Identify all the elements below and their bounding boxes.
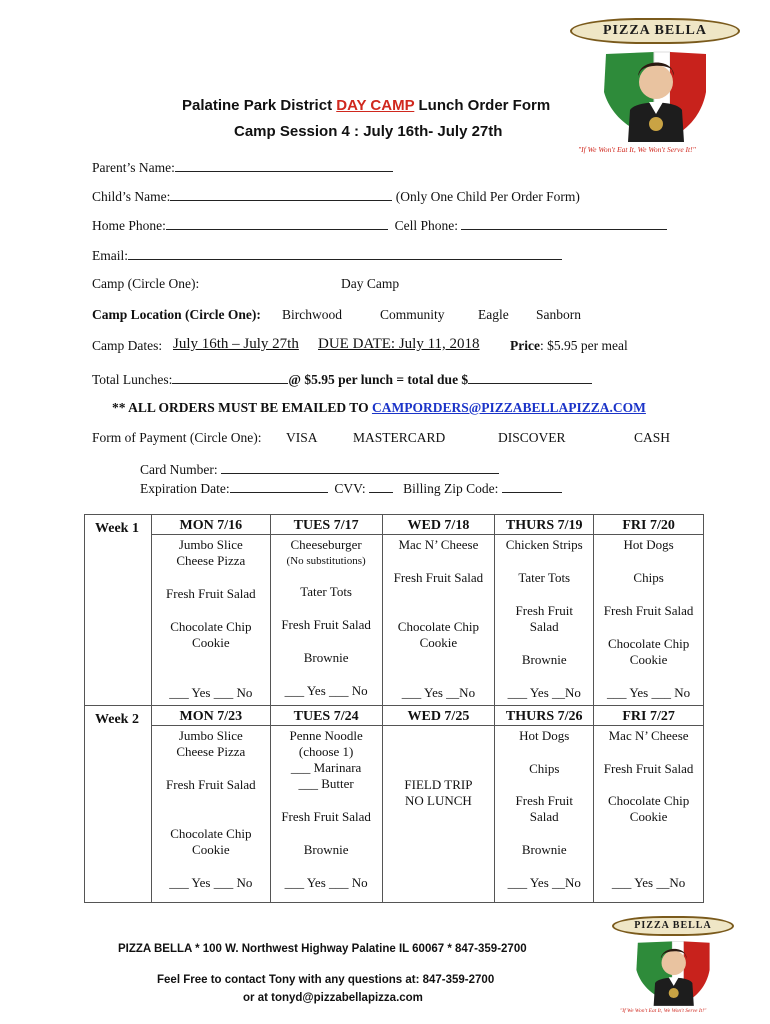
location-sanborn[interactable]: Sanborn [536, 307, 581, 322]
week2-menu-row [85, 726, 704, 903]
menu-item: Penne Noodle [289, 728, 363, 743]
price-row [510, 338, 628, 354]
menu-item: Chips [529, 761, 560, 776]
menu-item: Cheese Pizza [176, 744, 246, 759]
total-lunches-field[interactable] [172, 370, 288, 384]
child-name-label: Child’s Name: [92, 189, 171, 204]
email-label: Email: [92, 248, 128, 263]
form-title [182, 97, 550, 114]
menu-item: Brownie [521, 842, 567, 857]
footer-email[interactable]: or at tonyd@pizzabellapizza.com [243, 992, 423, 1004]
billing-zip-label: Billing Zip Code: [403, 481, 499, 496]
total-row [92, 370, 592, 388]
week1-thu-cell [495, 535, 594, 706]
child-note: (Only One Child Per Order Form) [395, 189, 580, 204]
camp-dates-value: July 16th – July 27th [173, 336, 299, 352]
menu-item: Salad [529, 619, 559, 634]
cvv-label: CVV: [334, 481, 366, 496]
total-label: Total Lunches: [92, 372, 173, 387]
menu-item: NO LUNCH [405, 793, 472, 808]
logo-slogan: "If We Won't Eat It, We Won't Serve It!" [578, 145, 696, 154]
menu-item: FIELD TRIP [404, 777, 473, 792]
phone-row [92, 216, 667, 234]
location-community[interactable]: Community [380, 307, 445, 322]
menu-item: Jumbo Slice [178, 728, 243, 743]
price-value: : $5.95 per meal [539, 338, 628, 353]
orders-email-link[interactable]: CAMPORDERS@PIZZABELLAPIZZA.COM [371, 400, 646, 415]
week2-fri-cell [594, 726, 704, 903]
yes-no-selector[interactable]: ___ Yes __No [611, 875, 686, 890]
home-phone-field[interactable] [166, 216, 388, 230]
week2-day-header: THURS 7/26 [495, 706, 594, 726]
cell-phone-label: Cell Phone: [394, 218, 458, 233]
session-title: Camp Session 4 : July 16th- July 27th [234, 123, 503, 140]
menu-item: Fresh Fruit Salad [281, 809, 371, 824]
week2-mon-cell [151, 726, 270, 903]
payment-discover[interactable]: DISCOVER [498, 430, 566, 445]
due-date: DUE DATE: July 11, 2018 [318, 336, 480, 352]
location-label: Camp Location (Circle One): [92, 307, 261, 322]
menu-item: Hot Dogs [623, 537, 674, 552]
yes-no-selector[interactable]: ___ Yes ___ No [169, 685, 253, 700]
menu-item: Jumbo Slice [178, 537, 243, 552]
card-number-field[interactable] [221, 460, 499, 474]
total-mid: @ $5.95 per lunch = total due $ [288, 372, 469, 387]
week2-tue-cell [270, 726, 382, 903]
week2-day-header: WED 7/25 [382, 706, 495, 726]
parent-name-field[interactable] [175, 158, 393, 172]
price-label: Price [510, 338, 540, 353]
week1-header-row [85, 515, 704, 535]
week1-day-header: FRI 7/20 [594, 515, 704, 535]
pizza-bella-logo-bottom [612, 912, 734, 1018]
menu-item: Fresh Fruit [515, 603, 573, 618]
expiration-field[interactable] [230, 479, 328, 493]
menu-item: Chips [633, 570, 664, 585]
week2-label-cell [85, 711, 152, 903]
week1-mon-cell [151, 535, 270, 706]
email-field[interactable] [128, 246, 562, 260]
cell-phone-field[interactable] [461, 216, 667, 230]
menu-item: Chocolate Chip [607, 793, 690, 808]
logo-slogan: "If We Won't Eat It, We Won't Serve It!" [620, 1008, 707, 1014]
yes-no-selector[interactable]: ___ Yes __No [401, 685, 476, 700]
week2-day-header: MON 7/23 [151, 706, 270, 726]
yes-no-selector[interactable]: ___ Yes ___ No [607, 685, 691, 700]
yes-no-selector[interactable]: ___ Yes ___ No [284, 875, 368, 890]
week1-day-header: WED 7/18 [382, 515, 495, 535]
email-row [92, 246, 562, 264]
week2-day-header: TUES 7/24 [270, 706, 382, 726]
location-eagle[interactable]: Eagle [478, 307, 509, 322]
footer-address: PIZZA BELLA * 100 W. Northwest Highway Palatine IL 60067 * 847-359-2700 [118, 943, 527, 955]
week1-day-header: THURS 7/19 [495, 515, 594, 535]
payment-label: Form of Payment (Circle One): [92, 430, 262, 445]
total-due-field[interactable] [468, 370, 592, 384]
card-number-row [140, 460, 499, 478]
orders-note: ** ALL ORDERS MUST BE EMAILED TO [112, 400, 372, 415]
menu-table [84, 514, 704, 903]
menu-item: Chocolate Chip [170, 826, 252, 841]
menu-item: ___ Marinara [290, 760, 362, 775]
menu-item: Hot Dogs [519, 728, 570, 743]
location-birchwood[interactable]: Birchwood [282, 307, 342, 322]
camp-option-day-camp[interactable]: Day Camp [341, 276, 400, 291]
menu-item: Fresh Fruit Salad [281, 617, 371, 632]
week1-tue-cell [270, 535, 382, 706]
camp-label: Camp (Circle One): [92, 276, 200, 291]
menu-item: (choose 1) [298, 744, 354, 759]
menu-item: Cookie [192, 635, 230, 650]
week1-label-cell [85, 520, 152, 706]
menu-item: Chocolate Chip [397, 619, 480, 634]
menu-item: Fresh Fruit [515, 793, 573, 808]
cvv-field[interactable] [369, 479, 393, 493]
footer-contact: Feel Free to contact Tony with any questions at: 847-359-2700 [157, 974, 495, 986]
expiration-row [140, 479, 562, 497]
menu-item: Brownie [303, 842, 349, 857]
billing-zip-field[interactable] [502, 479, 562, 493]
parent-name-label: Parent’s Name: [92, 160, 175, 175]
payment-mastercard[interactable]: MASTERCARD [353, 430, 446, 445]
menu-item: Mac N’ Cheese [608, 728, 689, 743]
week1-day-header: TUES 7/17 [270, 515, 382, 535]
menu-item: Brownie [521, 652, 567, 667]
menu-item: Mac N’ Cheese [398, 537, 479, 552]
menu-item: Tater Tots [300, 584, 352, 599]
week2-header-row [85, 706, 704, 726]
yes-no-selector[interactable]: ___ Yes __No [507, 875, 581, 890]
menu-item: Fresh Fruit Salad [166, 586, 256, 601]
logo-banner: PIZZA BELLA [612, 916, 734, 936]
title-suffix: Lunch Order Form [414, 97, 551, 114]
week1-label: Week 1 [95, 520, 139, 536]
menu-item: Brownie [303, 650, 349, 665]
orders-note-row [112, 400, 646, 416]
week2-label: Week 2 [95, 711, 139, 727]
payment-visa[interactable]: VISA [286, 430, 318, 445]
week1-day-header: MON 7/16 [151, 515, 270, 535]
home-phone-label: Home Phone: [92, 218, 166, 233]
week2-day-header: FRI 7/27 [594, 706, 704, 726]
menu-item: ___ Butter [298, 776, 354, 791]
menu-item: Chocolate Chip [607, 636, 690, 651]
child-name-row [92, 187, 580, 205]
menu-item: Cookie [629, 652, 668, 667]
yes-no-selector[interactable]: ___ Yes ___ No [169, 875, 253, 890]
parent-name-row [92, 158, 393, 176]
menu-item: Fresh Fruit Salad [603, 603, 694, 618]
pizza-bella-logo-top [570, 14, 740, 154]
week1-menu-row [85, 535, 704, 706]
menu-item: Cookie [419, 635, 458, 650]
camp-dates-label: Camp Dates: [92, 338, 163, 353]
menu-item: Tater Tots [518, 570, 571, 585]
menu-item: Cookie [629, 809, 668, 824]
menu-item: Chicken Strips [505, 537, 583, 552]
menu-item: Cookie [192, 842, 230, 857]
menu-item: Chocolate Chip [170, 619, 252, 634]
title-prefix: Palatine Park District [182, 97, 337, 114]
menu-item: Cheeseburger [290, 537, 362, 552]
yes-no-selector[interactable]: ___ Yes ___ No [284, 683, 368, 698]
yes-no-selector[interactable]: ___ Yes __No [507, 685, 581, 700]
menu-item: (No substitutions) [286, 555, 366, 567]
expiration-label: Expiration Date: [140, 481, 230, 496]
menu-item: Salad [529, 809, 559, 824]
week2-thu-cell [495, 726, 594, 903]
week1-fri-cell [594, 535, 704, 706]
menu-item: Cheese Pizza [176, 553, 246, 568]
child-name-field[interactable] [170, 187, 392, 201]
payment-cash[interactable]: CASH [634, 430, 671, 445]
title-highlight: DAY CAMP [336, 97, 415, 114]
logo-banner: PIZZA BELLA [570, 18, 740, 44]
week2-wed-cell [382, 726, 495, 903]
menu-item: Fresh Fruit Salad [603, 761, 694, 776]
week1-wed-cell [382, 535, 495, 706]
menu-item: Fresh Fruit Salad [166, 777, 256, 792]
menu-item: Fresh Fruit Salad [393, 570, 484, 585]
card-number-label: Card Number: [140, 462, 218, 477]
